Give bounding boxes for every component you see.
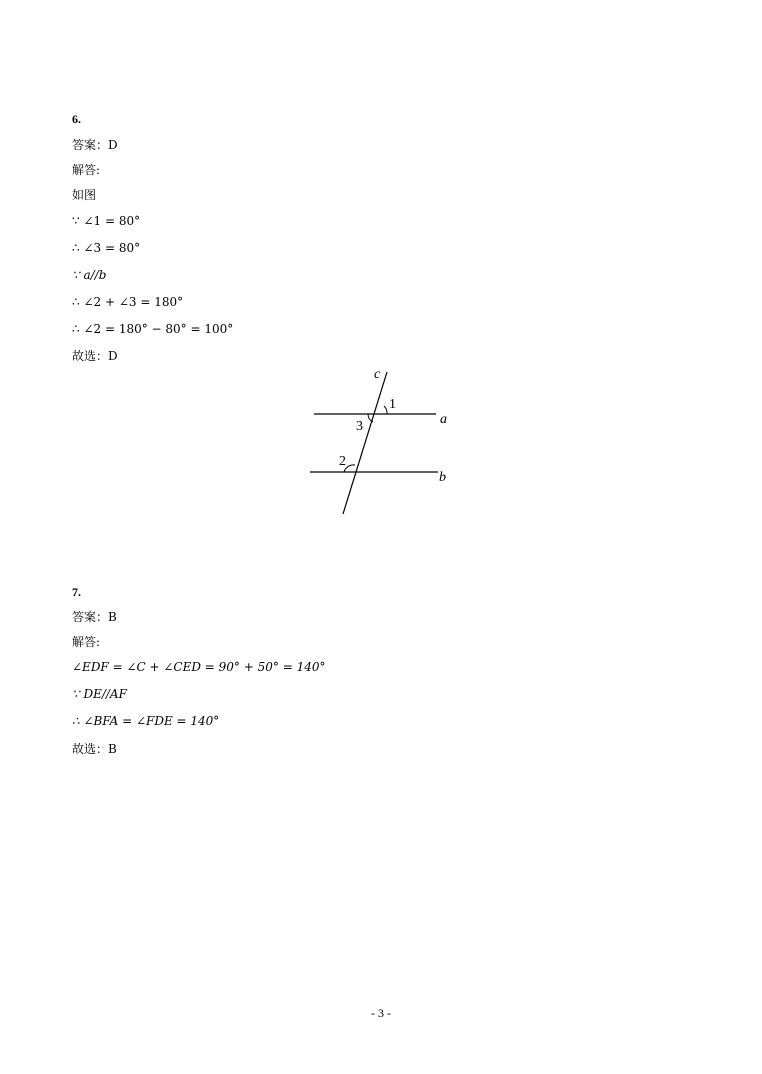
label-a: a xyxy=(440,412,447,427)
label-2: 2 xyxy=(339,454,346,469)
question-6-solution-label: 解答: xyxy=(72,163,101,177)
page-number: - 3 - xyxy=(371,1006,391,1020)
question-6-conclusion: 故选：D xyxy=(72,349,118,363)
question-7-solution-label: 解答: xyxy=(72,635,101,649)
angle-1-arc xyxy=(384,406,387,414)
question-6-line-3: ∴ ∠3 = 80° xyxy=(72,241,141,255)
label-b: b xyxy=(439,470,446,485)
question-7-line-3: ∴ ∠BFA = ∠FDE = 140° xyxy=(72,714,220,728)
transversal-c xyxy=(343,372,387,514)
question-7-line-2: ∵ DE//AF xyxy=(72,687,127,701)
question-6-line-1: 如图 xyxy=(72,188,97,202)
label-c: c xyxy=(374,367,381,382)
question-7-answer: 答案：B xyxy=(72,610,117,624)
question-6-line-6: ∴ ∠2 = 180° − 80° = 100° xyxy=(72,322,234,336)
question-6-answer: 答案：D xyxy=(72,138,118,152)
label-3: 3 xyxy=(356,419,363,434)
question-6-line-4: ∵ a//b xyxy=(72,268,107,282)
label-1: 1 xyxy=(389,397,396,412)
question-7-conclusion: 故选：B xyxy=(72,742,117,756)
question-6-line-2: ∵ ∠1 = 80° xyxy=(72,214,141,228)
parallel-lines-figure xyxy=(300,362,460,522)
question-6-number: 6. xyxy=(72,112,81,126)
question-7-line-1: ∠EDF = ∠C + ∠CED = 90° + 50° = 140° xyxy=(72,660,326,674)
question-6-line-5: ∴ ∠2 + ∠3 = 180° xyxy=(72,295,184,309)
question-7-number: 7. xyxy=(72,585,81,599)
